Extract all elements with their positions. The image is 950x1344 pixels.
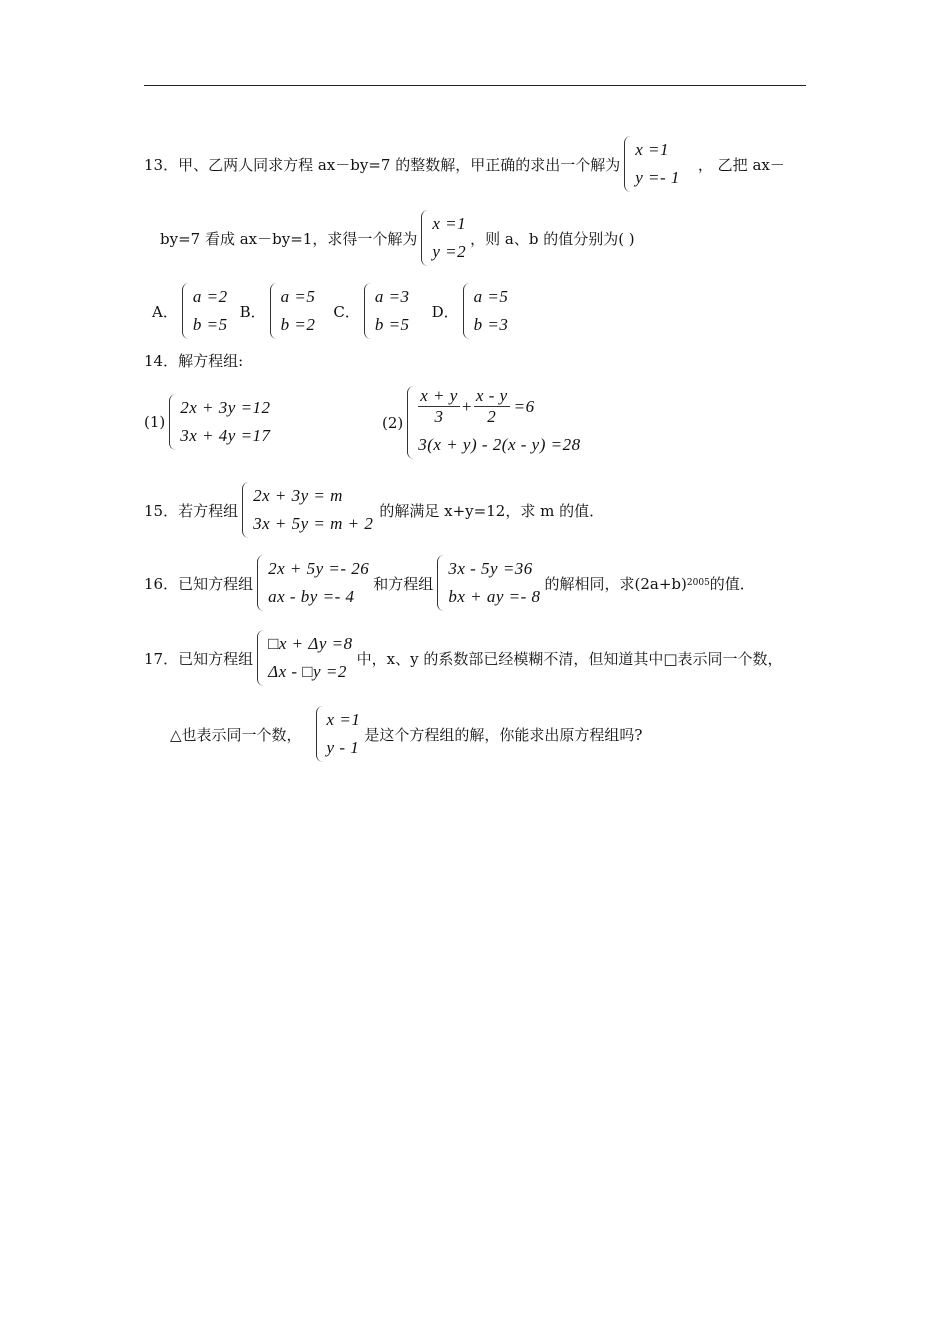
q17-line1 [144, 630, 783, 686]
q16 [144, 555, 755, 611]
option-b[interactable]: a =5 b =2 [270, 283, 316, 339]
q15 [144, 482, 604, 538]
q14-part2 [382, 386, 585, 459]
q15-text2: 的解满足 x+y=12，求 m 的值． [379, 501, 605, 520]
q13-line1 [144, 136, 785, 192]
q17-text4: 是这个方程组的解，你能求出原方程组吗? [364, 725, 643, 744]
q14-part1 [144, 394, 275, 450]
option-b-label: B． [239, 302, 266, 321]
q16-text2: 和方程组 [373, 574, 434, 593]
eq-row: y =2 [432, 242, 467, 261]
q14-title: 14．解方程组: [144, 352, 244, 370]
q17-text2: 中，x、y 的系数部已经模糊不清，但知道其中□表示同一个数， [356, 649, 783, 668]
eq-row: x =1 [432, 214, 467, 233]
q13-solution-system [624, 136, 680, 192]
header-rule [144, 85, 806, 86]
option-d[interactable]: a =5 b =3 [463, 283, 509, 339]
q17-solution: x =1 y - 1 [316, 706, 361, 762]
q16-system1: 2x + 5y =- 26 ax - by =- 4 [257, 555, 369, 611]
option-c-label: C． [333, 302, 360, 321]
q15-system: 2x + 3y = m 3x + 5y = m + 2 [242, 482, 373, 538]
eq-row: y =- 1 [635, 168, 680, 187]
option-a-label: A． [152, 302, 178, 321]
eq-row: x =1 [635, 140, 669, 159]
q13-text2: ， 乙把 ax－ [697, 155, 785, 174]
q17-line2 [170, 706, 642, 762]
q17-text1: 17．已知方程组 [144, 649, 254, 668]
q14-p1-label: (1) [144, 413, 166, 431]
option-d-label: D． [431, 302, 459, 321]
q16-text1: 16．已知方程组 [144, 574, 254, 593]
q16-text3: 的解相同，求(2a+b) [544, 574, 687, 593]
q13-text1: 13．甲、乙两人同求方程 ax－by=7 的整数解，甲正确的求出一个解为 [144, 155, 621, 174]
q15-text1: 15．若方程组 [144, 501, 239, 520]
option-c[interactable]: a =3 b =5 [364, 283, 410, 339]
q17-system: □x + Δy =8 Δx - □y =2 [257, 630, 353, 686]
q13-line2 [160, 210, 635, 266]
q14-p2-system: $\frac{x + y}{3}$ + $\frac{x - y}{2}$ =6 3(x + y) - 2(x - y) =28 [407, 386, 580, 459]
option-a[interactable]: a =2 b =5 [182, 283, 228, 339]
q16-system2: 3x - 5y =36 bx + ay =- 8 [437, 555, 540, 611]
q17-text3: △也表示同一个数， [170, 725, 302, 744]
q13-wrong-system [421, 210, 466, 266]
q14-p1-system: 2x + 3y =12 3x + 4y =17 [169, 394, 270, 450]
q16-exponent: 2005 [686, 578, 710, 588]
q13-text3: by=7 看成 ax－by=1，求得一个解为 [160, 229, 418, 248]
q14-p2-label: (2) [382, 413, 404, 432]
q13-text4: ，则 a、b 的值分别为( ) [470, 229, 635, 248]
q16-text4: 的值． [709, 574, 755, 593]
q13-options [152, 283, 512, 339]
